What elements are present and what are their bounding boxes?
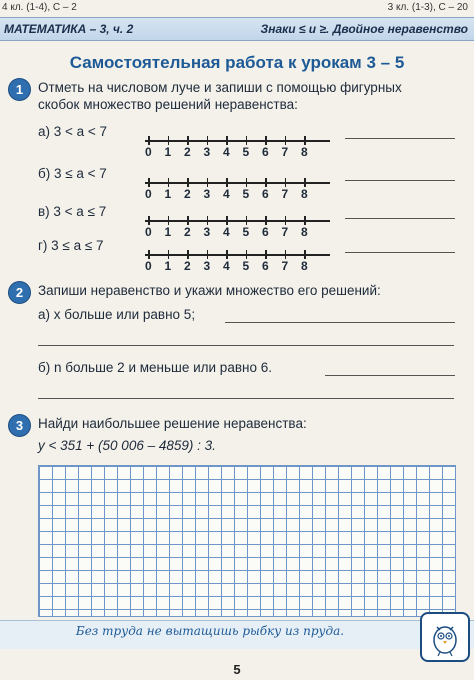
- number-line-0-tick-label: 3: [203, 145, 211, 159]
- page-title: Самостоятельная работа к урокам 3 – 5: [69, 53, 405, 72]
- footer-proverb: Без труда не вытащишь рыбку из пруда.: [75, 624, 345, 638]
- number-line-2-tick: [304, 216, 306, 225]
- number-line-2-tick: [226, 216, 228, 225]
- task-2-item-b: б) n больше 2 и меньше или равно 6.: [38, 360, 272, 375]
- number-line-1-tick-label: 0: [145, 187, 152, 201]
- number-line-2-tick-label: 6: [262, 225, 269, 239]
- page-number: 5: [233, 662, 241, 677]
- number-line-3-tick-label: 7: [281, 259, 289, 273]
- number-line-1[interactable]: [145, 182, 330, 184]
- number-line-0[interactable]: [145, 140, 330, 142]
- number-line-2[interactable]: [145, 220, 330, 222]
- task-2b-answer-line[interactable]: [325, 375, 455, 376]
- number-line-0-tick: [148, 136, 150, 145]
- task-1-item-2-answer-line[interactable]: [345, 218, 455, 219]
- number-line-1-tick: [226, 178, 228, 187]
- number-line-0-tick-label: 7: [281, 145, 289, 159]
- number-line-3-tick: [304, 250, 306, 259]
- number-line-3-tick: [285, 250, 287, 259]
- number-line-0-tick-label: 6: [262, 145, 269, 159]
- task-1-text-line1: Отметь на числовом луче и запиши с помощью фигурных: [38, 80, 402, 95]
- number-line-0-tick: [226, 136, 228, 145]
- number-line-0-tick: [285, 136, 287, 145]
- top-left-ref: 4 кл. (1-4), С – 2: [2, 2, 77, 13]
- task-2-text: Запиши неравенство и укажи множество его решений:: [38, 283, 381, 298]
- number-line-3-tick-label: 1: [164, 259, 172, 273]
- task-1-item-2-label: в) 3 < a ≤ 7: [38, 204, 107, 219]
- task-2a-answer-line-2[interactable]: [38, 345, 454, 346]
- number-line-2-tick: [207, 216, 209, 225]
- number-line-3-tick-label: 8: [301, 259, 308, 273]
- header-topic: Знаки ≤ и ≥. Двойное неравенство: [260, 22, 468, 36]
- number-line-3-tick: [148, 250, 150, 259]
- task-3-number: 3: [8, 414, 31, 437]
- number-line-0-tick: [187, 136, 189, 145]
- number-line-1-tick: [207, 178, 209, 187]
- number-line-1-tick-label: 6: [262, 187, 269, 201]
- number-line-1-tick: [285, 178, 287, 187]
- number-line-2-tick-label: 4: [223, 225, 230, 239]
- number-line-2-tick: [148, 216, 150, 225]
- number-line-2-tick-label: 8: [301, 225, 308, 239]
- number-line-3-tick: [168, 250, 170, 259]
- task-2-item-a: а) x больше или равно 5;: [38, 307, 196, 322]
- task-1-item-0-label: а) 3 < a < 7: [38, 124, 108, 139]
- number-line-3-tick-label: 4: [223, 259, 230, 273]
- task-1-number: 1: [8, 78, 31, 101]
- number-line-0-tick: [246, 136, 248, 145]
- task-3-text: Найди наибольшее решение неравенства:: [38, 416, 307, 431]
- owl-mascot-icon: [420, 612, 470, 662]
- number-line-3[interactable]: [145, 254, 330, 256]
- number-line-1-tick: [187, 178, 189, 187]
- number-line-0-tick-label: 8: [301, 145, 308, 159]
- number-line-3-tick: [207, 250, 209, 259]
- number-line-2-tick-label: 2: [184, 225, 191, 239]
- task-2a-answer-line[interactable]: [225, 322, 455, 323]
- header-subject: МАТЕМАТИКА – 3, ч. 2: [4, 22, 134, 36]
- task-1-item-3-label: г) 3 ≤ a ≤ 7: [38, 238, 104, 253]
- number-line-1-tick-label: 5: [242, 187, 250, 201]
- number-line-2-tick-label: 3: [203, 225, 211, 239]
- number-line-2-tick: [265, 216, 267, 225]
- number-line-2-tick: [246, 216, 248, 225]
- number-line-2-tick-label: 7: [281, 225, 289, 239]
- number-line-1-tick: [304, 178, 306, 187]
- number-line-0-tick: [304, 136, 306, 145]
- number-line-3-tick: [187, 250, 189, 259]
- number-line-0-tick-label: 5: [242, 145, 250, 159]
- number-line-0-tick-label: 4: [223, 145, 230, 159]
- number-line-1-tick-label: 4: [223, 187, 230, 201]
- number-line-1-tick-label: 7: [281, 187, 289, 201]
- number-line-3-tick: [265, 250, 267, 259]
- number-line-2-tick: [285, 216, 287, 225]
- number-line-1-tick: [246, 178, 248, 187]
- number-line-3-tick: [246, 250, 248, 259]
- number-line-3-tick-label: 0: [145, 259, 152, 273]
- top-running-head: [0, 2, 474, 16]
- top-right-ref: 3 кл. (1-3), С – 20: [387, 2, 468, 13]
- number-line-1-tick-label: 2: [184, 187, 191, 201]
- number-line-1-tick-label: 8: [301, 187, 308, 201]
- task-1-item-1-label: б) 3 ≤ a < 7: [38, 166, 107, 181]
- number-line-0-tick-label: 2: [184, 145, 191, 159]
- number-line-1-tick: [265, 178, 267, 187]
- number-line-2-tick-label: 1: [164, 225, 172, 239]
- number-line-0-tick: [207, 136, 209, 145]
- task-1-item-1-answer-line[interactable]: [345, 180, 455, 181]
- number-line-0-tick: [168, 136, 170, 145]
- number-line-3-tick-label: 5: [242, 259, 250, 273]
- number-line-2-tick-label: 5: [242, 225, 250, 239]
- number-line-0-tick: [265, 136, 267, 145]
- page-header: [0, 17, 474, 41]
- answer-grid[interactable]: [38, 465, 456, 617]
- number-line-1-tick: [168, 178, 170, 187]
- number-line-3-tick-label: 3: [203, 259, 211, 273]
- number-line-2-tick: [187, 216, 189, 225]
- number-line-3-tick-label: 6: [262, 259, 269, 273]
- number-line-3-tick-label: 2: [184, 259, 191, 273]
- number-line-2-tick: [168, 216, 170, 225]
- task-3-expression: y < 351 + (50 006 – 4859) : 3.: [38, 438, 216, 453]
- task-2b-answer-line-2[interactable]: [38, 398, 454, 399]
- number-line-2-tick-label: 0: [145, 225, 152, 239]
- number-line-1-tick-label: 3: [203, 187, 211, 201]
- number-line-1-tick: [148, 178, 150, 187]
- number-line-1-tick-label: 1: [164, 187, 172, 201]
- task-1-text-line2: скобок множество решений неравенства:: [38, 97, 298, 112]
- task-1-item-3-answer-line[interactable]: [345, 252, 455, 253]
- task-2-number: 2: [8, 281, 31, 304]
- number-line-0-tick-label: 0: [145, 145, 152, 159]
- number-line-0-tick-label: 1: [164, 145, 172, 159]
- number-line-3-tick: [226, 250, 228, 259]
- task-1-item-0-answer-line[interactable]: [345, 138, 455, 139]
